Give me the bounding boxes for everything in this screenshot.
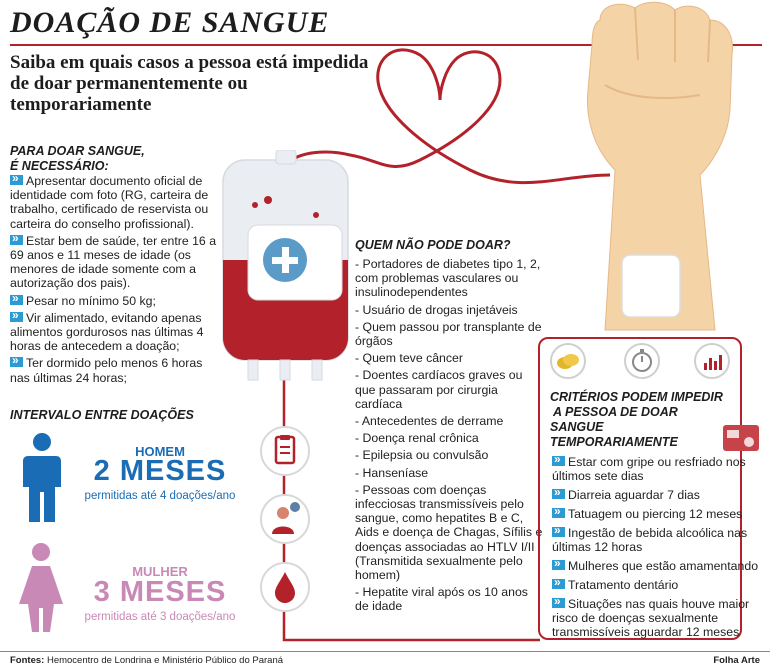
- interval-heading: INTERVALO ENTRE DOAÇÕES: [10, 408, 194, 422]
- man-label: HOMEM: [135, 444, 185, 459]
- blood-drop-icon: [260, 562, 310, 612]
- man-interval-value: 2 MESES: [93, 455, 227, 487]
- list-item: »Apresentar documento oficial de identidade com foto (RG, carteira de trabalho, certificado de reservista ou carteira do conselho profissional).: [10, 174, 218, 231]
- woman-interval-value: 3 MESES: [93, 576, 227, 608]
- list-item: - Quem teve câncer: [355, 351, 463, 366]
- cannot-donate-heading: QUEM NÃO PODE DOAR?: [355, 238, 511, 252]
- temporary-heading-line1: CRITÉRIOS PODEM IMPEDIR: [550, 390, 723, 404]
- man-icon: [22, 432, 62, 524]
- temporary-heading-line4: TEMPORARIAMENTE: [550, 435, 678, 449]
- list-item: »Ter dormido pelo menos 6 horas nas últimas 24 horas;: [10, 356, 218, 384]
- fist-arm-icon: [560, 0, 750, 340]
- list-item: - Usuário de drogas injetáveis: [355, 302, 518, 317]
- man-interval-note: permitidas até 4 doações/ano: [84, 490, 236, 502]
- requirements-list: [10, 174, 218, 388]
- woman-label: MULHER: [132, 564, 188, 579]
- temporary-heading-line3: SANGUE: [550, 420, 604, 434]
- arrow-bullet-icon: [10, 295, 23, 305]
- list-item: »Vir alimentado, evitando apenas alimentos gordurosos nas últimas 4 horas de antecedem a doação;: [10, 311, 218, 354]
- list-item: - Hepatite viral após os 10 anos de idade: [355, 585, 528, 614]
- arrow-bullet-icon: [552, 560, 565, 570]
- footer-credit: Folha Arte: [713, 655, 760, 666]
- list-item: - Quem passou por transplante de órgãos: [355, 319, 542, 349]
- temporary-heading-line2: A PESSOA DE DOAR: [553, 405, 678, 419]
- arrow-bullet-icon: [552, 527, 565, 537]
- temporary-list: [552, 455, 762, 644]
- arrow-bullet-icon: [552, 489, 565, 499]
- woman-icon: [18, 542, 64, 634]
- list-item: »Situações nas quais houve maior risco de doenças sexualmente transmissíveis aguardar 12 meses: [552, 597, 762, 639]
- list-item: »Estar com gripe ou resfriado nos últimos sete dias: [552, 455, 762, 483]
- list-item: »Tatuagem ou piercing 12 meses: [552, 507, 762, 521]
- list-item: - Antecedentes de derrame: [355, 414, 504, 429]
- list-item: »Mulheres que estão amamentando: [552, 559, 762, 573]
- doctor-icon: [260, 494, 310, 544]
- blood-bag-icon: [218, 150, 353, 390]
- arrow-bullet-icon: [10, 312, 23, 322]
- list-item: »Diarreia aguardar 7 dias: [552, 488, 762, 502]
- arrow-bullet-icon: [552, 456, 565, 466]
- list-item: »Ingestão de bebida alcoólica nas últimas 12 horas: [552, 526, 762, 554]
- list-item: - Hanseníase: [355, 465, 429, 480]
- requirements-heading: [10, 144, 145, 174]
- list-item: - Doentes cardíacos graves ou que passaram por cirurgia cardíaca: [355, 368, 523, 411]
- requirements-heading-line1: PARA DOAR SANGUE,: [10, 144, 145, 158]
- sources-text: Hemocentro de Londrina e Ministério Público do Paraná: [46, 655, 284, 666]
- stopwatch-icon: [624, 343, 660, 379]
- arrow-bullet-icon: [552, 598, 565, 608]
- page-subtitle: Saiba em quais casos a pessoa está impedida de doar permanentemente ou temporariamente: [10, 52, 369, 115]
- footer-sources: [10, 655, 283, 666]
- coins-icon: [550, 343, 586, 379]
- arrow-bullet-icon: [10, 357, 23, 367]
- woman-interval-note: permitidas até 3 doações/ano: [84, 611, 236, 623]
- cannot-donate-section: [355, 238, 543, 617]
- list-item: - Pessoas com doenças infecciosas transmissíveis pelo sangue, como hepatites B e C, Aids e doença de Chagas, Sífilis e doenças associadas ao HTLV I/II (Transmitida sexualmente pelo homem): [355, 482, 543, 583]
- clipboard-icon: [260, 426, 310, 476]
- page-title: DOAÇÃO DE SANGUE: [10, 6, 330, 39]
- list-item: »Pesar no mínimo 50 kg;: [10, 294, 218, 308]
- list-item: - Epilepsia ou convulsão: [355, 448, 489, 463]
- arrow-bullet-icon: [552, 508, 565, 518]
- arrow-bullet-icon: [10, 235, 23, 245]
- list-item: »Estar bem de saúde, ter entre 16 a 69 anos e 11 meses de idade (os menores de idade somente com a autorização dos pais).: [10, 234, 218, 291]
- temporary-heading: [550, 390, 740, 450]
- list-item: »Tratamento dentário: [552, 578, 762, 592]
- arrow-bullet-icon: [10, 175, 23, 185]
- list-item: - Doença renal crônica: [355, 431, 479, 446]
- arrow-bullet-icon: [552, 579, 565, 589]
- list-item: - Portadores de diabetes tipo 1, 2, com problemas vasculares ou insulinodependentes: [355, 257, 541, 300]
- sources-label: Fontes:: [10, 655, 45, 666]
- chart-icon: [694, 343, 730, 379]
- requirements-heading-line2: É NECESSÁRIO:: [10, 159, 109, 173]
- footer-divider: [0, 651, 770, 652]
- cannot-donate-list: [355, 257, 543, 614]
